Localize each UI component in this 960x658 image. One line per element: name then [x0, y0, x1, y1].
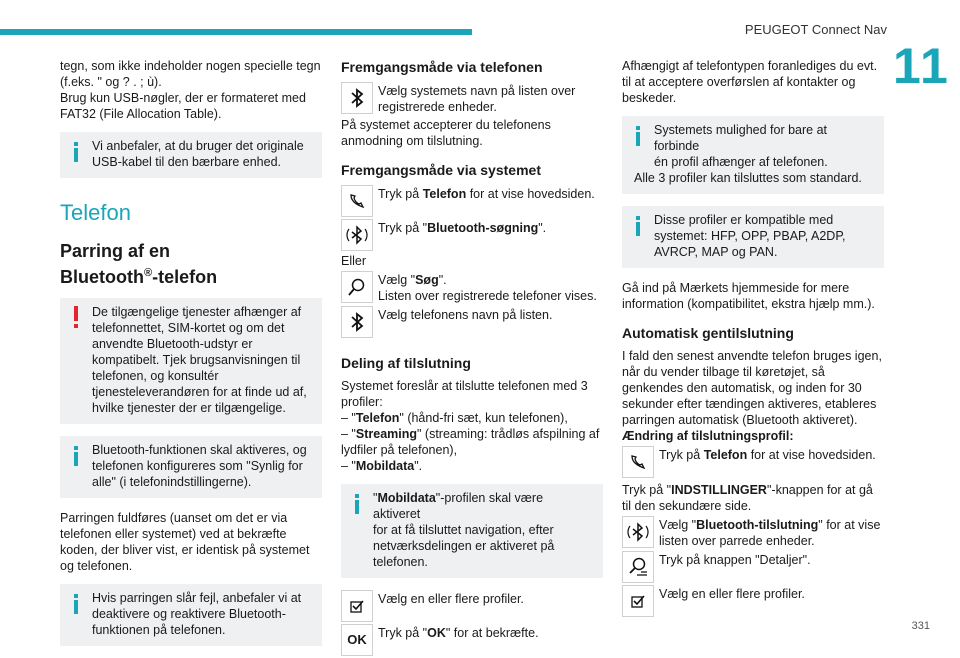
- step: [341, 82, 603, 115]
- step: [341, 185, 603, 217]
- warning-icon: [74, 306, 78, 328]
- heading-part: Parring af en: [60, 241, 171, 261]
- step-text: Tryk på knappen "Detaljer".: [659, 553, 811, 567]
- step: [341, 219, 603, 251]
- registered-mark: ®: [143, 267, 153, 279]
- paragraph: På systemet accepterer du telefonens anmodning om tilslutning.: [341, 118, 551, 148]
- step: [341, 306, 603, 338]
- list-item: – "Telefon" (hånd-fri sæt, kun telefonen),: [341, 411, 568, 425]
- info-box: [622, 116, 884, 194]
- heading-part: -telefon: [152, 267, 218, 287]
- step: [622, 516, 884, 549]
- step-text: Tryk på Telefon for at vise hovedsiden.: [378, 187, 595, 201]
- step: [622, 585, 884, 617]
- step: [622, 551, 884, 583]
- bluetooth-icon: [341, 82, 373, 114]
- step-text: Vælg "Bluetooth-tilslutning" for at vise listen over parrede enheder.: [659, 518, 881, 548]
- info-icon: [74, 142, 78, 162]
- ok-button-icon: OK: [341, 624, 373, 656]
- details-search-icon: [622, 551, 654, 583]
- heading: Fremgangsmåde via telefonen: [341, 59, 543, 75]
- info-box: [622, 206, 884, 268]
- header-accent-bar: [0, 29, 472, 35]
- heading-part: Bluetooth: [60, 267, 144, 287]
- info-text: telefonen konfigureres som "Synlig for alle" (i telefonindstillingerne).: [92, 459, 303, 489]
- paragraph: I fald den senest anvendte telefon bruges igen, når du vender tilbage til køretøjet, så genkendes den automatisk, og inden for 30 sekunder efter tændingen aktiveres, etableres parringen automatisk (Bluetooth aktiveret).: [622, 349, 882, 427]
- info-text: Alle 3 profiler kan tilsluttes som standard.: [634, 171, 862, 185]
- paragraph: Eller: [341, 254, 367, 268]
- warning-text-line1: De tilgængelige tjenester afhænger af: [92, 305, 302, 319]
- info-icon: [636, 216, 640, 236]
- step-text: Tryk på "OK" for at bekræfte.: [378, 626, 539, 640]
- info-box: [341, 484, 603, 578]
- info-text: deaktivere og reaktivere Bluetooth-funktionen på telefonen.: [92, 607, 286, 637]
- info-icon: [355, 494, 359, 514]
- subheading: Ændring af tilslutningsprofil:: [622, 429, 794, 443]
- paragraph: Gå ind på Mærkets hjemmeside for mere information (kompatibilitet, ekstra hjælp mm.).: [622, 281, 875, 311]
- info-text-line1: "Mobildata"-profilen skal være aktiveret: [373, 491, 544, 521]
- step: [341, 271, 603, 304]
- warning-box: [60, 298, 322, 424]
- step: [341, 624, 603, 656]
- heading: [60, 240, 322, 288]
- paragraph: Systemet foreslår at tilslutte telefonen med 3 profiler:: [341, 379, 588, 409]
- heading: Automatisk gentilslutning: [622, 325, 794, 341]
- info-box: [60, 132, 322, 178]
- chapter-number: 11: [893, 38, 950, 94]
- warning-text: telefonnettet, SIM-kortet og om det anvendte Bluetooth-udstyr er kompatibelt. Tjek brugsanvisningen til telefonen, og konsultér tjenesteleverandøren for at finde ud af, hvilke tjenester der er tilgængelige.: [92, 321, 307, 415]
- bluetooth-search-icon: [622, 516, 654, 548]
- step-text: Tryk på Telefon for at vise hovedsiden.: [659, 448, 876, 462]
- column-2: [341, 58, 603, 658]
- info-text-line1: Disse profiler er kompatible med: [654, 213, 834, 227]
- bluetooth-icon: [341, 306, 373, 338]
- list-item: – "Streaming" (streaming: trådløs afspilning af lydfiler på telefonen),: [341, 427, 600, 457]
- paragraph: Tryk på "INDSTILLINGER"-knappen for at gå til den sekundære side.: [622, 483, 873, 513]
- info-text-line1: Systemets mulighed for bare at forbinde: [654, 123, 827, 153]
- info-icon: [74, 594, 78, 614]
- info-text: Vi anbefaler, at du bruger det originale USB-kabel til den bærbare enhed.: [92, 139, 304, 169]
- info-text-line1: Bluetooth-funktionen skal aktiveres, og: [92, 443, 307, 457]
- checkbox-icon: [622, 585, 654, 617]
- step-text: Tryk på "Bluetooth-søgning".: [378, 221, 547, 235]
- list-item: – "Mobildata".: [341, 459, 423, 473]
- info-icon: [636, 126, 640, 146]
- column-1: [60, 58, 322, 658]
- info-text: systemet: HFP, OPP, PBAP, A2DP, AVRCP, MAP og PAN.: [654, 229, 846, 259]
- paragraph: Brug kun USB-nøgler, der er formateret med FAT32 (File Allocation Table).: [60, 91, 306, 121]
- step-text: Vælg en eller flere profiler.: [378, 592, 524, 606]
- column-3: [622, 58, 884, 619]
- step-text: Vælg "Søg". Listen over registrerede telefoner vises.: [378, 273, 597, 303]
- heading: Fremgangsmåde via systemet: [341, 162, 541, 178]
- info-text: én profil afhænger af telefonen.: [654, 155, 828, 169]
- page-number: 331: [911, 620, 930, 632]
- bluetooth-search-icon: [341, 219, 373, 251]
- step: [341, 590, 603, 622]
- paragraph: Afhængigt af telefontypen foranlediges du evt. til at acceptere overførslen af kontakter og beskeder.: [622, 59, 878, 105]
- info-box: [60, 436, 322, 498]
- info-box: [60, 584, 322, 646]
- section-title: Telefon: [60, 200, 131, 225]
- paragraph: Parringen fuldføres (uanset om det er via telefonen eller systemet) ved at bekræfte koden, der bliver vist, er identisk på systemet og telefonen.: [60, 511, 310, 573]
- checkbox-icon: [341, 590, 373, 622]
- info-icon: [74, 446, 78, 466]
- paragraph: tegn, som ikke indeholder nogen specielle tegn (f.eks. " og ? . ; ù).: [60, 59, 321, 89]
- step: [622, 446, 884, 478]
- step-text: Vælg telefonens navn på listen.: [378, 308, 553, 322]
- search-icon: [341, 271, 373, 303]
- heading: Deling af tilslutning: [341, 355, 471, 371]
- info-text: for at få tilsluttet navigation, efter netværksdelingen er aktiveret på telefonen.: [373, 523, 555, 569]
- phone-handset-icon: [341, 185, 373, 217]
- info-text-line1: Hvis parringen slår fejl, anbefaler vi at: [92, 591, 302, 605]
- header-title: PEUGEOT Connect Nav: [744, 22, 887, 37]
- step-text: Vælg systemets navn på listen over registrerede enheder.: [378, 84, 576, 114]
- phone-handset-icon: [622, 446, 654, 478]
- step-text: Vælg en eller flere profiler.: [659, 587, 805, 601]
